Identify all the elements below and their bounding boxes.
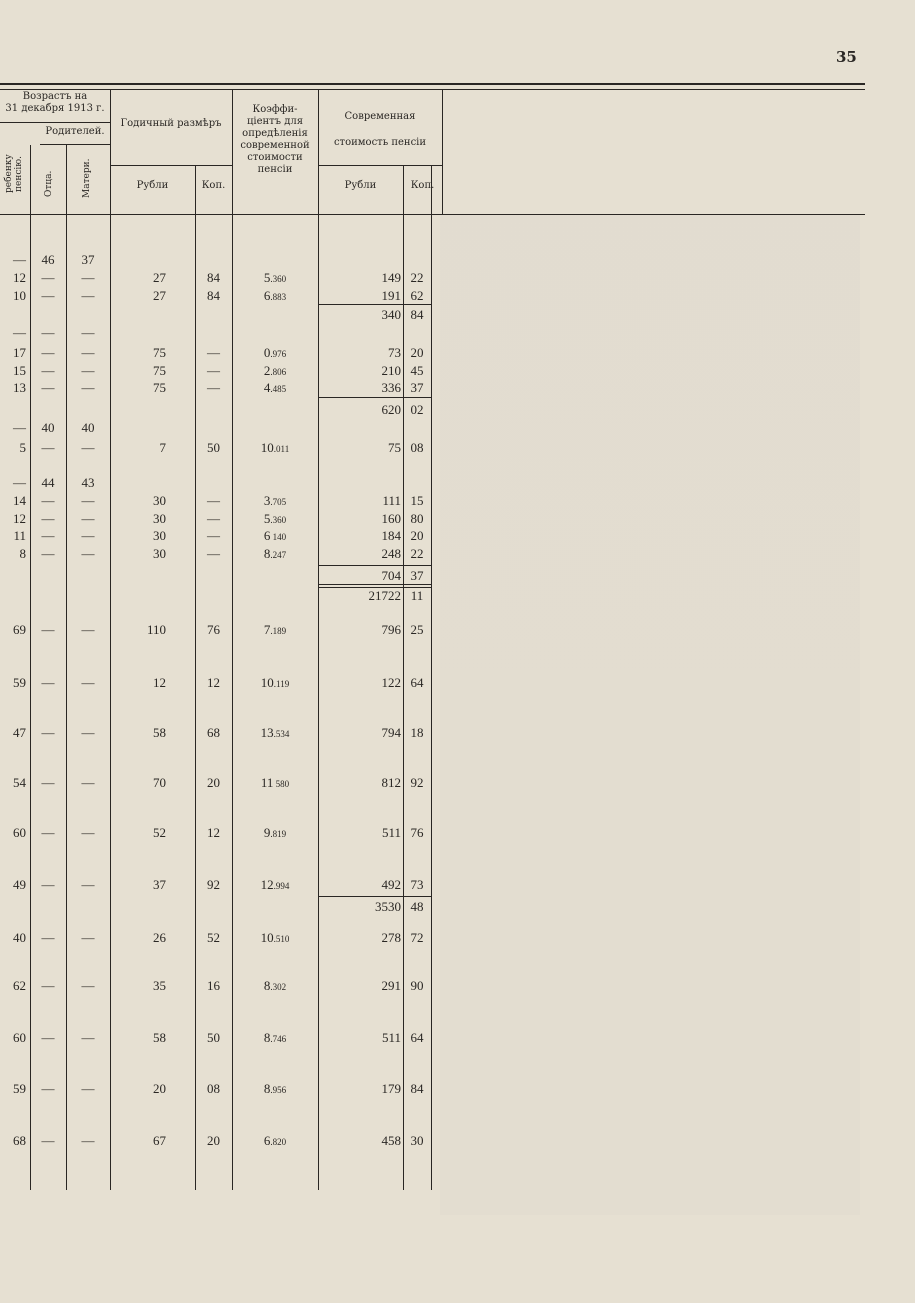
cell-annual-kopecks — [196, 252, 231, 268]
cell-mother — [68, 307, 108, 323]
cell-annual-kopecks — [196, 402, 231, 418]
cell-father — [32, 588, 64, 604]
cell-age: 11 — [13, 528, 26, 543]
cell-mother: — — [81, 528, 95, 543]
col-rule — [442, 90, 443, 215]
cell-annual-rubles: 12 — [153, 675, 166, 690]
cell-mother: — — [81, 345, 95, 360]
cell-coef — [234, 402, 316, 418]
cell-annual-kopecks: — — [207, 345, 220, 360]
cell-father: — — [41, 380, 55, 395]
cell-pv-rubles — [320, 420, 401, 436]
cell-father: — — [41, 1081, 55, 1096]
cell-father: — — [41, 1030, 55, 1045]
cell-age: 47 — [13, 725, 26, 740]
cell-coef: 5.360 — [263, 511, 287, 526]
cell-pv-rubles: 210 — [381, 363, 401, 378]
cell-pv-kopecks: 37 — [410, 380, 424, 395]
cell-coef — [234, 899, 316, 915]
cell-annual-rubles: 37 — [153, 877, 166, 892]
cell-annual-rubles: 58 — [153, 1030, 166, 1045]
cell-annual-rubles: 75 — [153, 363, 166, 378]
cell-annual-rubles: 30 — [153, 528, 166, 543]
cell-pv-kopecks: 73 — [410, 877, 424, 892]
cell-annual-kopecks: 50 — [207, 440, 220, 455]
header-parents-divider — [40, 144, 110, 145]
cell-father — [32, 899, 64, 915]
cell-mother: — — [81, 1133, 95, 1148]
cell-pv-kopecks: 76 — [410, 825, 424, 840]
subtotal-rule — [318, 397, 431, 398]
cell-age: 12 — [13, 511, 26, 526]
cell-coef — [234, 475, 316, 491]
cell-annual-rubles — [112, 325, 166, 341]
cell-age — [0, 588, 26, 604]
cell-annual-kopecks — [196, 420, 231, 436]
header-age: Возрастъ на 31 декабря 1913 г. — [5, 91, 105, 114]
cell-coef — [234, 252, 316, 268]
cell-coef: 4.485 — [263, 380, 287, 395]
cell-pv-kopecks: 64 — [410, 675, 424, 690]
cell-annual-kopecks: 92 — [207, 877, 220, 892]
cell-mother: — — [81, 1081, 95, 1096]
cell-mother: — — [81, 622, 95, 637]
cell-pv-rubles: 458 — [381, 1133, 401, 1148]
cell-annual-kopecks: — — [207, 493, 220, 508]
cell-pv-rubles: 340 — [381, 307, 401, 322]
cell-age — [0, 402, 26, 418]
cell-coef: 2.806 — [263, 363, 287, 378]
cell-annual-rubles: 30 — [153, 546, 166, 561]
cell-pv-kopecks — [404, 252, 430, 268]
cell-pv-kopecks: 92 — [410, 775, 424, 790]
cell-father: 44 — [41, 475, 55, 490]
cell-pv-kopecks: 11 — [410, 588, 424, 603]
cell-coef: 8.956 — [263, 1081, 287, 1096]
cell-annual-kopecks: 12 — [207, 675, 220, 690]
cell-pv-rubles: 122 — [381, 675, 401, 690]
cell-age: 17 — [13, 345, 26, 360]
cell-mother: — — [81, 288, 95, 303]
cell-annual-rubles — [112, 420, 166, 436]
cell-mother: 37 — [81, 252, 95, 267]
cell-father — [32, 568, 64, 584]
col-rule — [30, 145, 31, 1190]
cell-mother: — — [81, 440, 95, 455]
cell-father: 40 — [41, 420, 55, 435]
cell-annual-rubles: 30 — [153, 511, 166, 526]
cell-pv-kopecks: 90 — [410, 978, 424, 993]
cell-pv-kopecks: 72 — [410, 930, 424, 945]
cell-age: — — [13, 325, 26, 340]
cell-age: 12 — [13, 270, 26, 285]
cell-pv-kopecks — [404, 325, 430, 341]
cell-pv-rubles: 3530 — [375, 899, 401, 914]
header-coef: Коэффи- ціентъ для опредѣленія современной стоимости пенсіи — [240, 104, 310, 175]
header-pv-rubles: Рубли — [344, 180, 377, 191]
cell-annual-rubles: 27 — [153, 288, 166, 303]
cell-pv-rubles — [320, 252, 401, 268]
cell-annual-kopecks: — — [207, 363, 220, 378]
cell-coef: 9.819 — [263, 825, 287, 840]
cell-annual-rubles: 20 — [153, 1081, 166, 1096]
cell-pv-rubles: 704 — [381, 568, 401, 583]
cell-father: — — [41, 877, 55, 892]
col-rule — [431, 165, 432, 1190]
cell-annual-rubles — [112, 899, 166, 915]
cell-annual-rubles: 7 — [159, 440, 166, 455]
cell-annual-rubles: 110 — [146, 622, 166, 637]
cell-pv-rubles: 278 — [381, 930, 401, 945]
cell-mother: — — [81, 930, 95, 945]
cell-age: 59 — [13, 1081, 26, 1096]
cell-pv-rubles: 184 — [381, 528, 401, 543]
subtotal-rule — [318, 304, 431, 305]
cell-annual-rubles: 67 — [153, 1133, 166, 1148]
cell-mother: — — [81, 546, 95, 561]
cell-age: 54 — [13, 775, 26, 790]
cell-father: — — [41, 546, 55, 561]
cell-annual-kopecks — [196, 307, 231, 323]
cell-father: — — [41, 325, 55, 340]
cell-pv-kopecks: 08 — [410, 440, 424, 455]
cell-mother: — — [81, 1030, 95, 1045]
header-present-value: Современная стоимость пенсіи — [333, 111, 427, 148]
cell-pv-kopecks: 80 — [410, 511, 424, 526]
cell-father: 46 — [41, 252, 55, 267]
show-through-area — [440, 215, 860, 1215]
cell-annual-kopecks: 84 — [207, 288, 220, 303]
cell-father: — — [41, 363, 55, 378]
cell-annual-kopecks: — — [207, 546, 220, 561]
cell-father: — — [41, 440, 55, 455]
cell-pv-rubles: 73 — [388, 345, 401, 360]
cell-father: — — [41, 288, 55, 303]
cell-father: — — [41, 528, 55, 543]
cell-age: 40 — [13, 930, 26, 945]
cell-age: 60 — [13, 1030, 26, 1045]
top-rule — [0, 83, 865, 85]
cell-annual-rubles — [112, 307, 166, 323]
cell-coef — [234, 420, 316, 436]
cell-mother: — — [81, 978, 95, 993]
cell-coef: 8.247 — [263, 546, 287, 561]
cell-pv-kopecks: 30 — [410, 1133, 424, 1148]
cell-pv-rubles: 179 — [381, 1081, 401, 1096]
cell-pv-rubles: 160 — [381, 511, 401, 526]
cell-pv-kopecks — [404, 475, 430, 491]
cell-father — [32, 402, 64, 418]
cell-pv-rubles: 75 — [388, 440, 401, 455]
cell-annual-kopecks: — — [207, 380, 220, 395]
cell-annual-kopecks — [196, 588, 231, 604]
cell-annual-rubles: 70 — [153, 775, 166, 790]
cell-age: 15 — [13, 363, 26, 378]
cell-annual-kopecks: 16 — [207, 978, 220, 993]
cell-pv-rubles: 620 — [381, 402, 401, 417]
cell-father: — — [41, 675, 55, 690]
cell-pv-rubles: 111 — [382, 493, 401, 508]
cell-age: — — [13, 420, 26, 435]
cell-pv-kopecks: 84 — [410, 1081, 424, 1096]
header-annual-kopecks: Коп. — [201, 180, 226, 191]
subtotal-rule — [318, 896, 431, 897]
header-age-divider — [0, 122, 110, 123]
cell-annual-rubles: 52 — [153, 825, 166, 840]
cell-annual-rubles — [112, 402, 166, 418]
cell-coef: 10.011 — [260, 440, 290, 455]
cell-mother: — — [81, 877, 95, 892]
cell-annual-kopecks: — — [207, 528, 220, 543]
cell-pv-rubles: 796 — [381, 622, 401, 637]
cell-mother: — — [81, 363, 95, 378]
col-rule — [110, 90, 111, 1190]
cell-mother: — — [81, 380, 95, 395]
cell-mother: — — [81, 725, 95, 740]
col-rule — [232, 90, 233, 1190]
cell-pv-rubles: 21722 — [368, 588, 401, 603]
cell-pv-rubles: 511 — [381, 1030, 401, 1045]
cell-pv-kopecks: 64 — [410, 1030, 424, 1045]
cell-annual-kopecks: 76 — [207, 622, 220, 637]
cell-father: — — [41, 825, 55, 840]
cell-age — [0, 899, 26, 915]
cell-coef: 6.820 — [263, 1133, 287, 1148]
cell-annual-kopecks — [196, 325, 231, 341]
cell-age: 59 — [13, 675, 26, 690]
cell-pv-kopecks: 25 — [410, 622, 424, 637]
cell-mother: — — [81, 511, 95, 526]
cell-father: — — [41, 725, 55, 740]
cell-annual-kopecks: 20 — [207, 1133, 220, 1148]
cell-pv-rubles: 291 — [381, 978, 401, 993]
cell-pv-rubles: 812 — [381, 775, 401, 790]
cell-mother: 40 — [81, 420, 95, 435]
cell-age — [0, 568, 26, 584]
cell-annual-kopecks — [196, 475, 231, 491]
cell-pv-kopecks: 22 — [410, 546, 424, 561]
cell-mother: — — [81, 325, 95, 340]
cell-father: — — [41, 1133, 55, 1148]
cell-father: — — [41, 511, 55, 526]
cell-pv-kopecks: 84 — [410, 307, 424, 322]
cell-annual-kopecks: 12 — [207, 825, 220, 840]
cell-annual-kopecks: — — [207, 511, 220, 526]
cell-pv-rubles: 248 — [381, 546, 401, 561]
cell-mother: — — [81, 270, 95, 285]
header-mother: Матери. — [82, 158, 92, 198]
cell-annual-rubles: 58 — [153, 725, 166, 740]
cell-annual-rubles: 75 — [153, 380, 166, 395]
cell-pv-kopecks: 18 — [410, 725, 424, 740]
cell-coef: 6 140 — [263, 528, 287, 543]
cell-age: 69 — [13, 622, 26, 637]
cell-pv-kopecks: 15 — [410, 493, 424, 508]
cell-pv-kopecks: 02 — [410, 402, 424, 417]
header-pv-kopecks: Коп. — [410, 180, 435, 191]
cell-annual-rubles — [112, 252, 166, 268]
cell-coef: 7.189 — [263, 622, 287, 637]
cell-pv-rubles: 794 — [381, 725, 401, 740]
cell-mother: 43 — [81, 475, 95, 490]
cell-coef: 5.360 — [263, 270, 287, 285]
cell-father: — — [41, 270, 55, 285]
cell-father: — — [41, 978, 55, 993]
cell-pv-kopecks: 20 — [410, 345, 424, 360]
cell-annual-kopecks: 68 — [207, 725, 220, 740]
cell-annual-rubles: 75 — [153, 345, 166, 360]
cell-father: — — [41, 622, 55, 637]
cell-coef — [234, 325, 316, 341]
cell-father: — — [41, 345, 55, 360]
header-parents: Родителей. — [45, 126, 105, 137]
cell-mother — [68, 588, 108, 604]
cell-coef: 0.976 — [263, 345, 287, 360]
cell-pv-rubles: 336 — [381, 380, 401, 395]
cell-pv-kopecks — [404, 420, 430, 436]
cell-pv-rubles: 191 — [381, 288, 401, 303]
cell-pv-kopecks: 20 — [410, 528, 424, 543]
cell-mother — [68, 899, 108, 915]
cell-annual-rubles — [112, 568, 166, 584]
cell-annual-rubles: 26 — [153, 930, 166, 945]
cell-coef: 3.705 — [263, 493, 287, 508]
cell-annual-kopecks — [196, 568, 231, 584]
cell-annual-kopecks: 84 — [207, 270, 220, 285]
header-child: ребенку пенсію. — [4, 154, 24, 194]
cell-annual-kopecks — [196, 899, 231, 915]
cell-age: — — [13, 475, 26, 490]
page-number: 35 — [836, 48, 857, 66]
cell-annual-kopecks: 08 — [207, 1081, 220, 1096]
cell-annual-rubles: 27 — [153, 270, 166, 285]
cell-father: — — [41, 775, 55, 790]
cell-mother: — — [81, 825, 95, 840]
header-father: Отца. — [44, 170, 54, 198]
cell-mother — [68, 402, 108, 418]
cell-annual-rubles: 30 — [153, 493, 166, 508]
subtotal-rule — [318, 565, 431, 566]
cell-age: 68 — [13, 1133, 26, 1148]
cell-mother: — — [81, 493, 95, 508]
cell-father — [32, 307, 64, 323]
header-bottom-rule — [0, 214, 865, 215]
total-rule — [318, 584, 431, 585]
cell-coef: 13.534 — [260, 725, 290, 740]
cell-coef: 6.883 — [263, 288, 287, 303]
cell-age: 62 — [13, 978, 26, 993]
cell-pv-rubles — [320, 475, 401, 491]
cell-pv-kopecks: 37 — [410, 568, 424, 583]
cell-annual-kopecks: 20 — [207, 775, 220, 790]
cell-annual-kopecks: 50 — [207, 1030, 220, 1045]
cell-father: — — [41, 930, 55, 945]
cell-pv-kopecks: 48 — [410, 899, 424, 914]
cell-annual-kopecks: 52 — [207, 930, 220, 945]
cell-coef — [234, 568, 316, 584]
cell-pv-rubles: 511 — [381, 825, 401, 840]
cell-annual-rubles — [112, 475, 166, 491]
cell-mother: — — [81, 775, 95, 790]
cell-pv-rubles: 492 — [381, 877, 401, 892]
cell-coef — [234, 307, 316, 323]
cell-coef: 8.302 — [263, 978, 287, 993]
col-rule — [66, 145, 67, 1190]
header-annual: Годичный размѣръ — [120, 118, 222, 129]
cell-coef: 10.510 — [260, 930, 290, 945]
cell-annual-rubles — [112, 588, 166, 604]
cell-age: 13 — [13, 380, 26, 395]
header-annual-rubles: Рубли — [136, 180, 169, 191]
col-rule — [318, 90, 319, 1190]
cell-father: — — [41, 493, 55, 508]
cell-mother — [68, 568, 108, 584]
cell-age: 5 — [19, 440, 26, 455]
cell-age: 8 — [19, 546, 26, 561]
cell-age: — — [13, 252, 26, 267]
cell-pv-kopecks: 45 — [410, 363, 424, 378]
cell-pv-kopecks: 62 — [410, 288, 424, 303]
cell-coef — [234, 588, 316, 604]
cell-pv-rubles — [320, 325, 401, 341]
header-pv-divider — [318, 165, 442, 166]
cell-pv-kopecks: 22 — [410, 270, 424, 285]
cell-mother: — — [81, 675, 95, 690]
cell-age: 60 — [13, 825, 26, 840]
header-annual-divider — [110, 165, 233, 166]
top-rule-thin — [0, 89, 865, 90]
cell-pv-rubles: 149 — [381, 270, 401, 285]
cell-coef: 8.746 — [263, 1030, 287, 1045]
cell-coef: 10.119 — [260, 675, 290, 690]
cell-age: 10 — [13, 288, 26, 303]
cell-coef: 11 580 — [260, 775, 290, 790]
cell-coef: 12.994 — [260, 877, 290, 892]
cell-age: 14 — [13, 493, 26, 508]
cell-age: 49 — [13, 877, 26, 892]
cell-annual-rubles: 35 — [153, 978, 166, 993]
cell-age — [0, 307, 26, 323]
